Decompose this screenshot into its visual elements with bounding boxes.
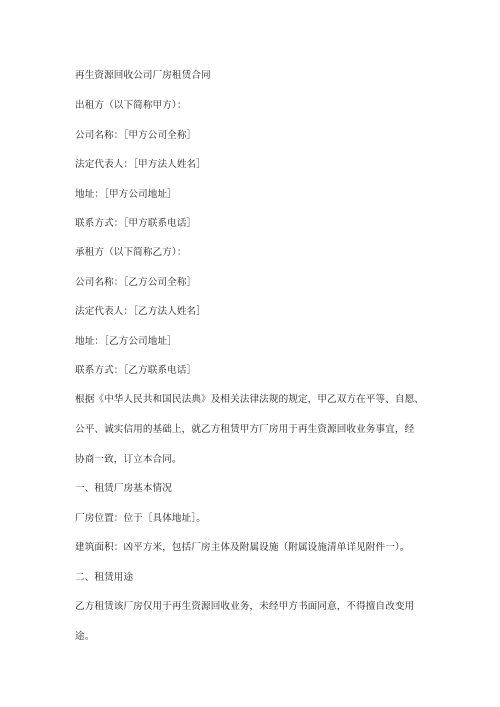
building-area: 建筑面积：凶平方米，包括厂房主体及附属设施（附属设施清单详见附件一）。 — [75, 542, 410, 553]
contract-title: 再生资源回收公司厂房租赁合同 — [75, 70, 211, 81]
lessor-heading: 出租方（以下简称甲方）： — [75, 100, 187, 111]
lessee-legal-representative: 法定代表人：［乙方法人姓名］ — [75, 306, 206, 317]
usage-line-2: 途。 — [75, 631, 95, 642]
preamble-line-2: 公平、诚实信用的基础上，就乙方租赁甲方厂房用于再生资源回收业务事宜，经 — [75, 424, 415, 435]
preamble-line-1: 根据《中华人民共和国民法典》及相关法律法规的规定，甲乙双方在平等、自愿、 — [75, 394, 424, 405]
lessee-company-name: 公司名称：［乙方公司全称］ — [75, 277, 197, 288]
lessor-contact: 联系方式：［甲方联系电话］ — [75, 218, 197, 229]
lessor-address: 地址：［甲方公司地址］ — [75, 189, 177, 200]
lessee-heading: 承租方（以下简称乙方）： — [75, 247, 187, 258]
lessee-address: 地址：［乙方公司地址］ — [75, 336, 177, 347]
section-2-heading: 二、租赁用途 — [75, 572, 134, 583]
preamble-line-3: 协商一致，订立本合同。 — [75, 454, 182, 465]
lessor-legal-representative: 法定代表人：［甲方法人姓名］ — [75, 159, 206, 170]
lessor-company-name: 公司名称：［甲方公司全称］ — [75, 130, 197, 141]
factory-location: 厂房位置：位于［具体地址］。 — [75, 513, 206, 524]
lessee-contact: 联系方式：［乙方联系电话］ — [75, 365, 197, 376]
usage-line-1: 乙方租赁该厂房仅用于再生资源回收业务，未经甲方书面同意，不得擅自改变用 — [75, 601, 415, 612]
section-1-heading: 一、租赁厂房基本情况 — [75, 483, 172, 494]
